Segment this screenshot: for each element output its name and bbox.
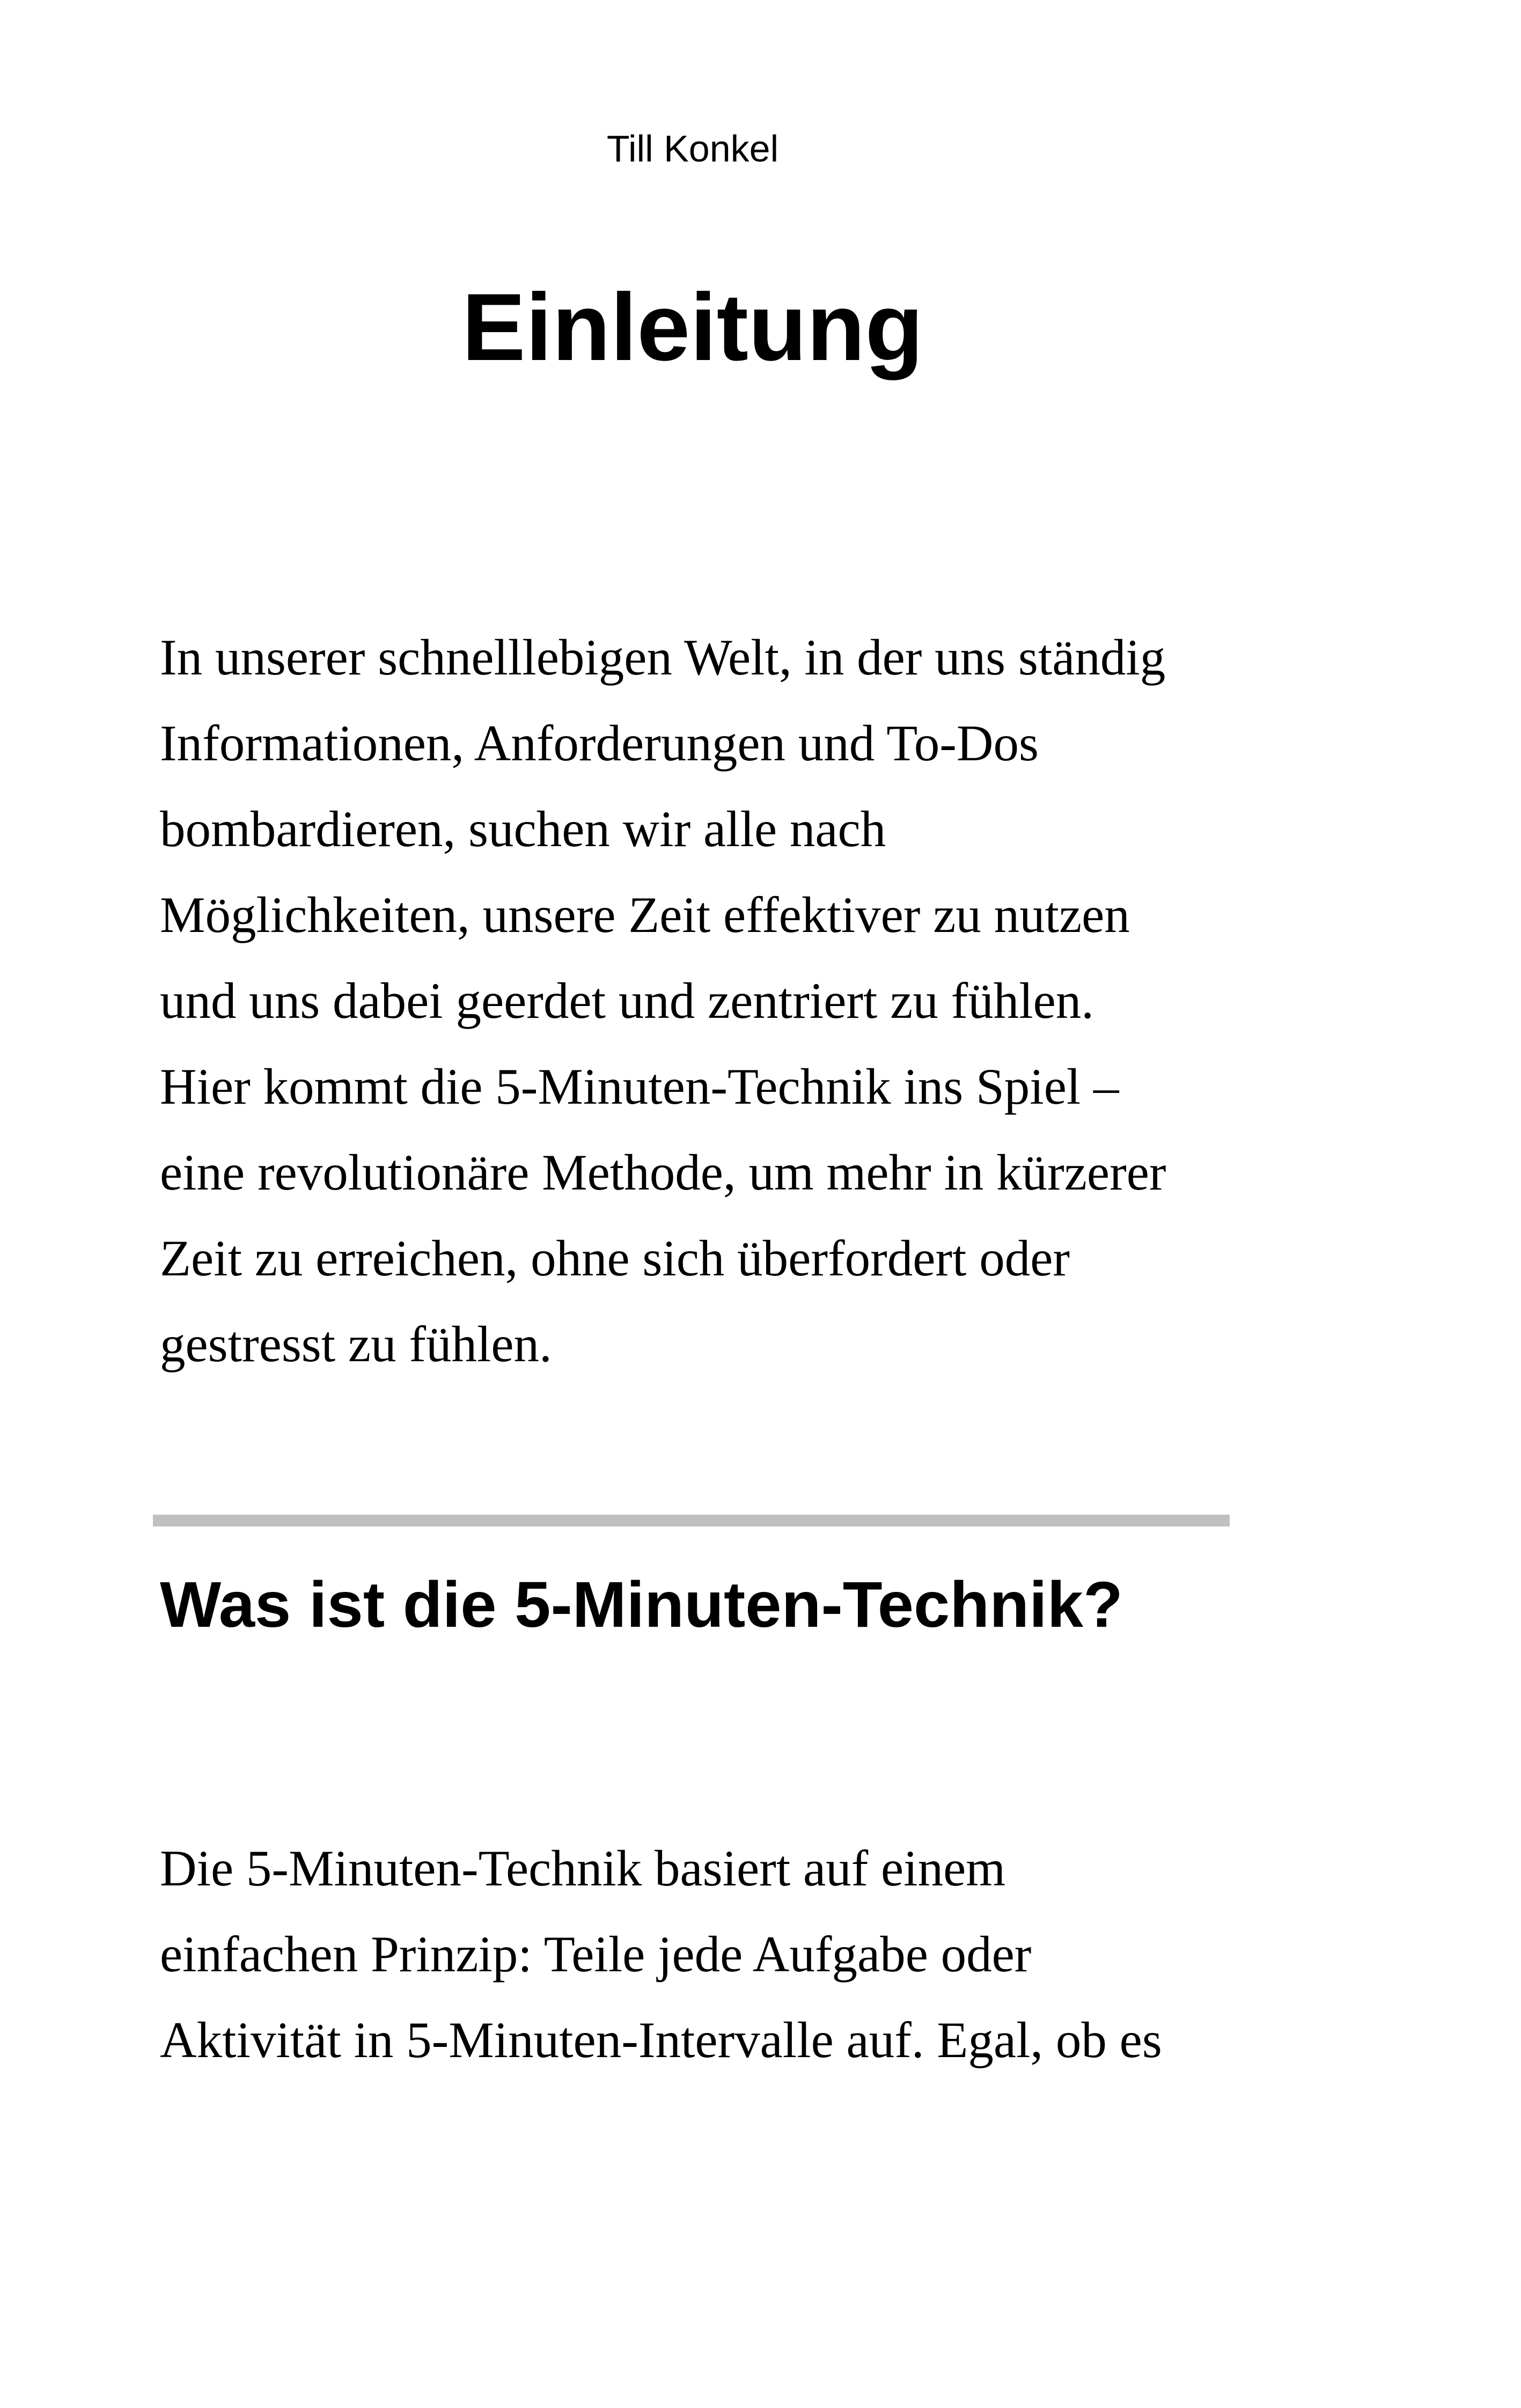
paragraph-line: einfachen Prinzip: Teile jede Aufgabe oder — [160, 1926, 1032, 1983]
intro-paragraph — [160, 614, 1166, 1387]
paragraph-line: Informationen, Anforderungen und To-Dos — [160, 715, 1039, 772]
paragraph-line: und uns dabei geerdet und zentriert zu fühlen. — [160, 972, 1094, 1029]
paragraph-line: Zeit zu erreichen, ohne sich überfordert oder — [160, 1230, 1070, 1287]
paragraph-line: Hier kommt die 5-Minuten-Technik ins Spiel – — [160, 1058, 1119, 1115]
paragraph-line: gestresst zu fühlen. — [160, 1316, 552, 1372]
author-name: Till Konkel — [606, 128, 779, 170]
paragraph-line: bombardieren, suchen wir alle nach — [160, 801, 886, 857]
paragraph-line: In unserer schnelllebigen Welt, in der uns ständig — [160, 629, 1166, 686]
paragraph-line: Möglichkeiten, unsere Zeit effektiver zu nutzen — [160, 886, 1130, 943]
section-divider — [153, 1515, 1230, 1526]
paragraph-line: Die 5-Minuten-Technik basiert auf einem — [160, 1840, 1006, 1897]
paragraph-line: Aktivität in 5-Minuten-Intervalle auf. Egal, ob es — [160, 2011, 1162, 2068]
section-paragraph — [160, 1825, 1162, 2083]
section-heading: Was ist die 5-Minuten-Technik? — [160, 1568, 1123, 1641]
chapter-title: Einleitung — [461, 274, 924, 380]
paragraph-line: eine revolutionäre Methode, um mehr in kürzerer — [160, 1144, 1166, 1201]
